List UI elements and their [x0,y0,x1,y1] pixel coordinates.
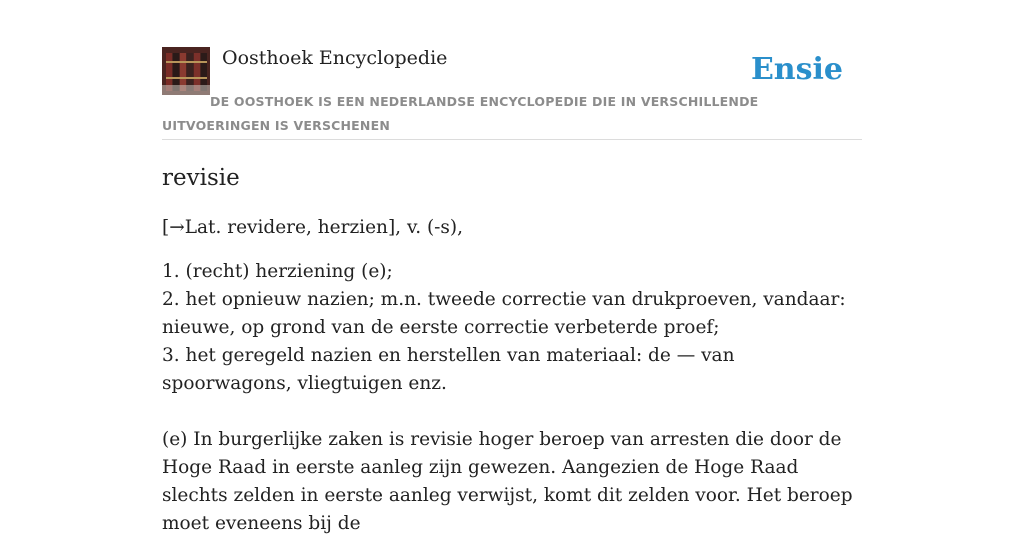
definition-item: 3. het geregeld nazien en herstellen van materiaal: de — van spoorwagons, vliegtuigen enz. [162,345,735,394]
site-name[interactable]: Oosthoek Encyclopedie [222,47,448,69]
site-header [162,46,862,140]
definition-item: 2. het opnieuw nazien; m.n. tweede correctie van drukproeven, vandaar: nieuwe, op grond van de eerste correctie verbeterde proef; [162,289,846,338]
entry-article [162,160,862,538]
definition-item: 1. (recht) herziening (e); [162,261,393,282]
page-title: revisie [162,165,240,191]
site-tagline: DE OOSTHOEK IS EEN NEDERLANDSE ENCYCLOPEDIE DIE IN VERSCHILLENDE UITVOERINGEN IS VERSCHENEN [162,94,759,133]
encyclopedia-books-icon[interactable] [162,47,210,95]
entry-note: (e) In burgerlijke zaken is revisie hoger beroep van arresten die door de Hoge Raad in eerste aanleg zijn gewezen. Aangezien de Hoge Raad slechts zelden in eerste aanleg verwijst, komt dit zelden voor. Het beroep moet eveneens bij de [162,429,853,534]
entry-definitions [162,258,862,398]
brand-logo-link[interactable]: Ensie [750,52,843,87]
entry-etymology: [→Lat. revidere, herzien], v. (-s), [162,217,464,238]
